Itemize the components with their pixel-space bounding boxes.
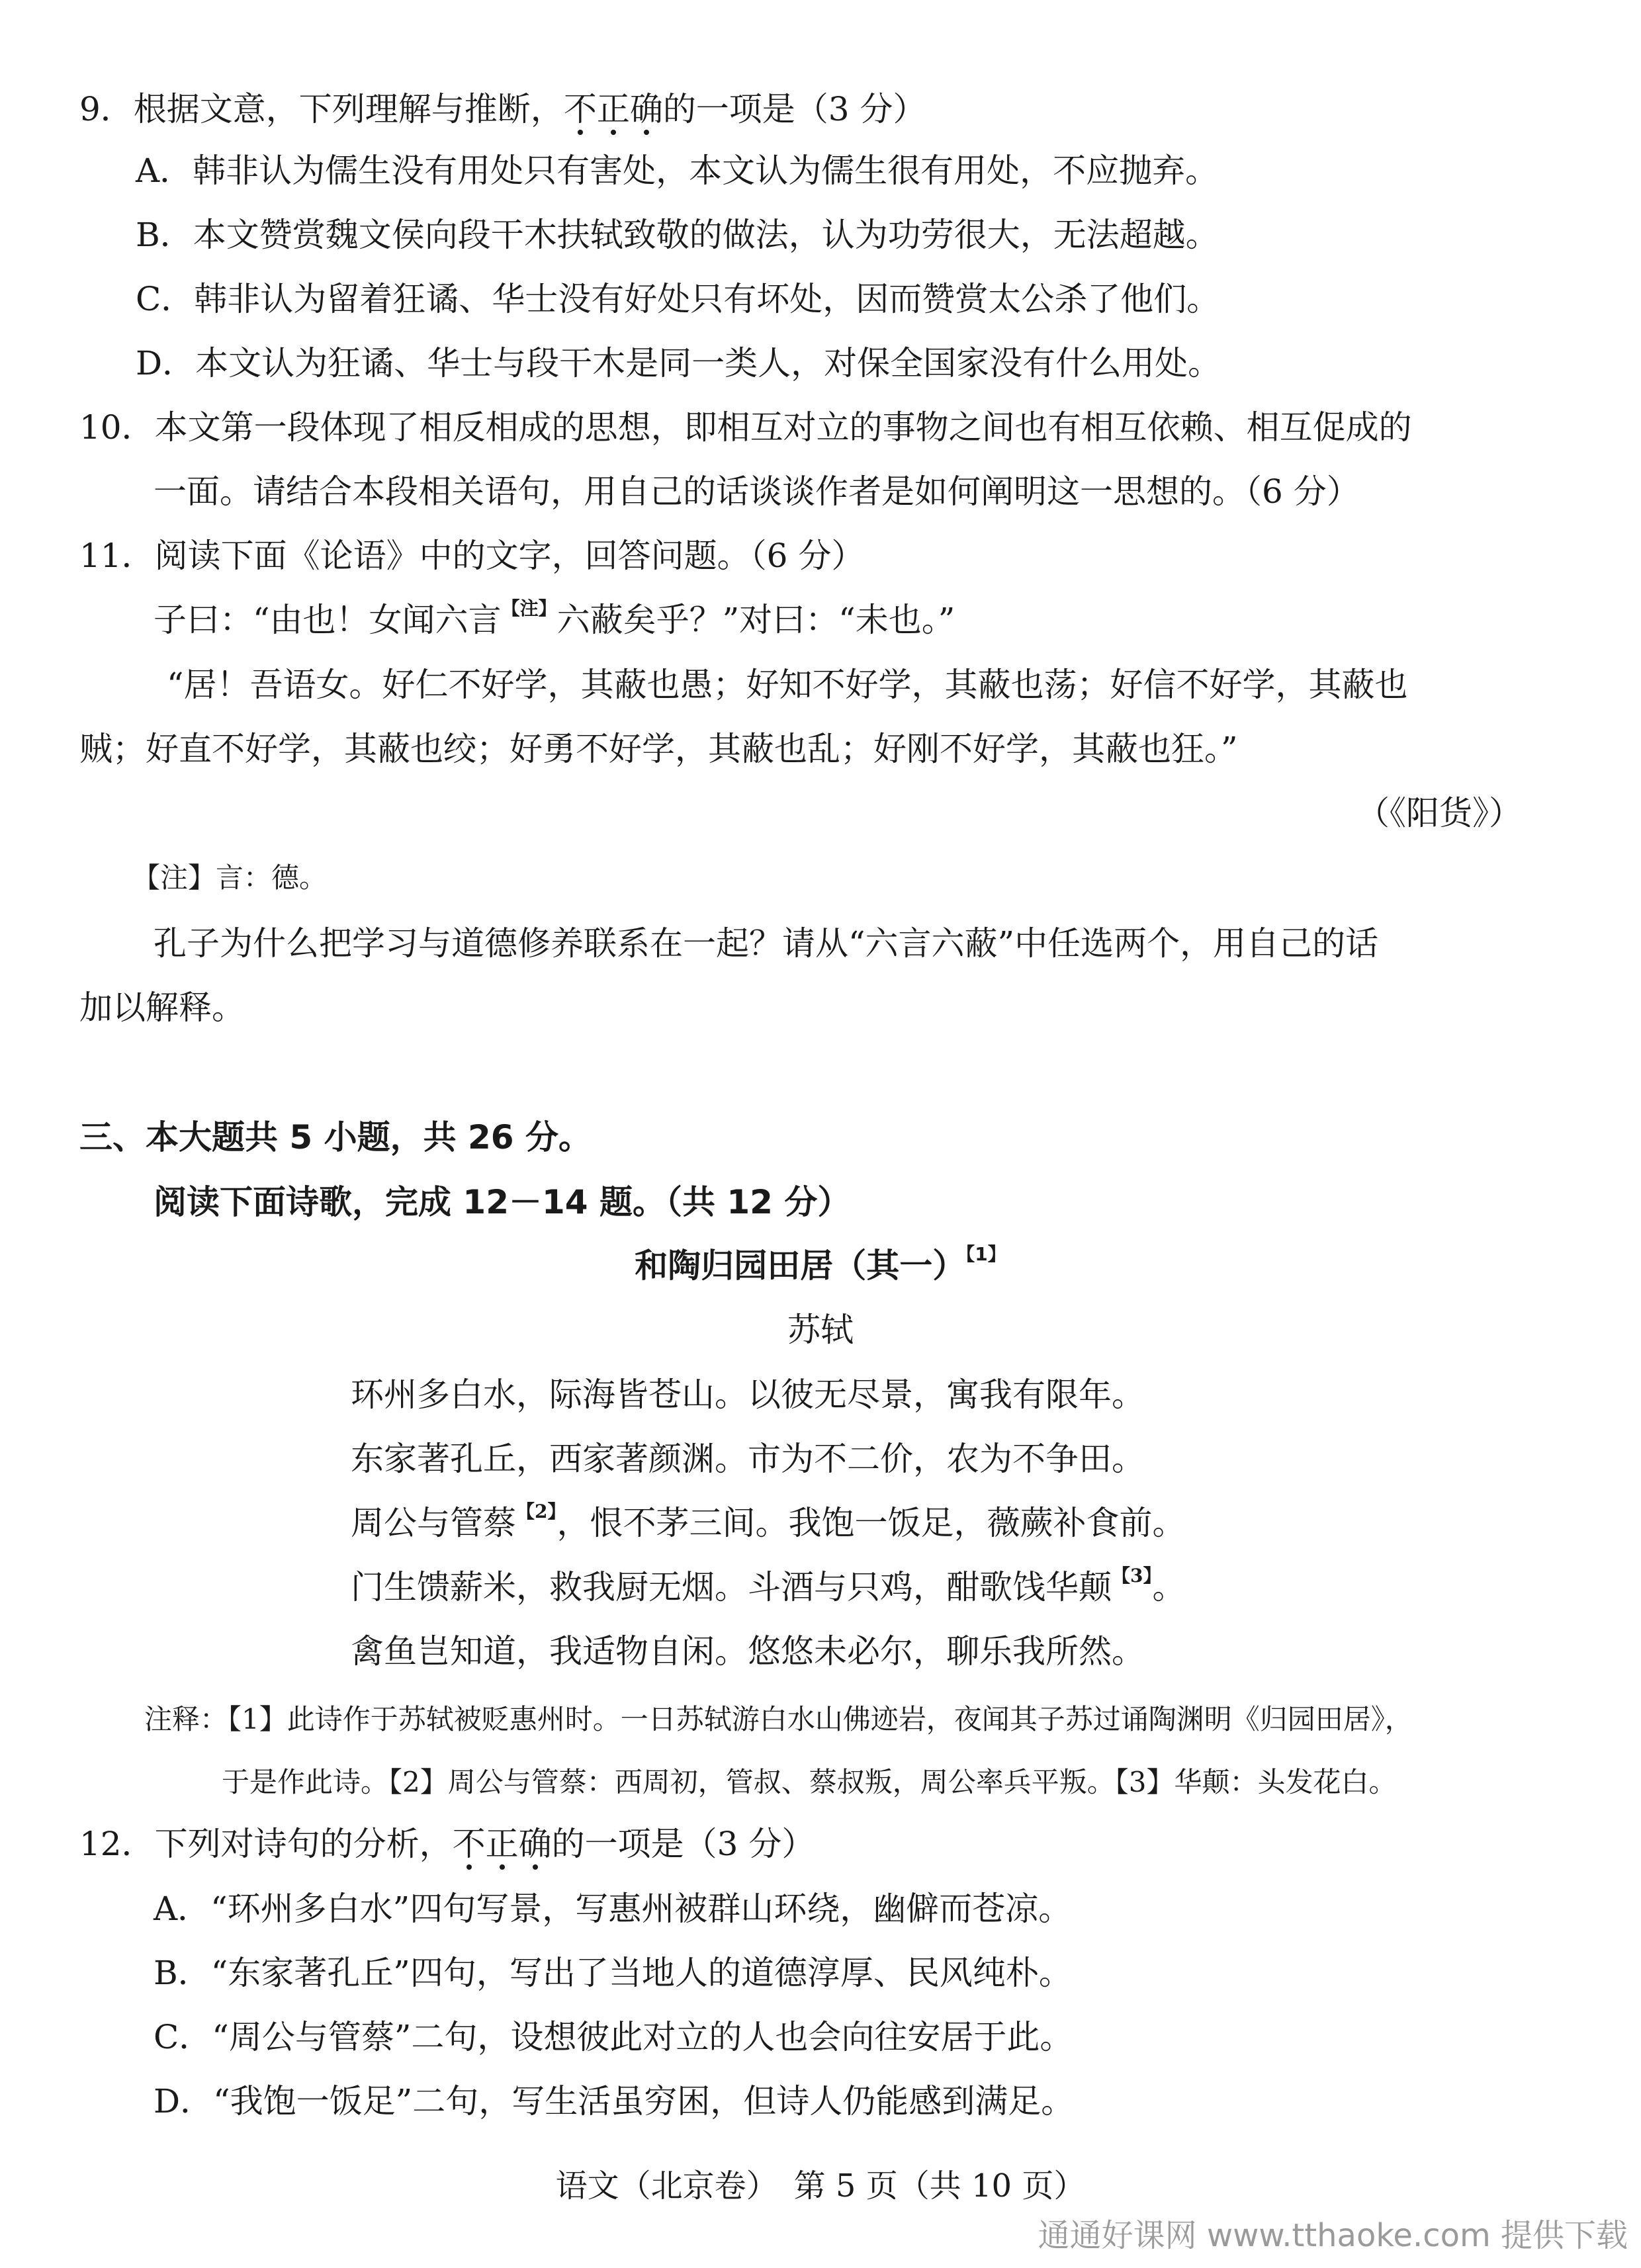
poem-line-text: 环州多白水，际海皆苍山。以彼无尽景，寓我有限年。 — [351, 1375, 1145, 1414]
emphasis-char: 不 — [563, 90, 597, 128]
footnote-marker: 【2】 — [516, 1501, 557, 1522]
q11-quote-line-1 — [154, 597, 955, 639]
q11-question-line-1: 孔子为什么把学习与道德修养联系在一起？请从“六言六蔽”中任选两个，用自己的话 — [154, 924, 1379, 963]
emphasis-char: 确 — [518, 1825, 552, 1863]
footnote-marker: 【注】 — [501, 597, 557, 619]
q12-stem — [79, 1825, 815, 1863]
emphasis-char: 确 — [629, 90, 663, 128]
q11-quote-line-2: “居！吾语女。好仁不好学，其蔽也愚；好知不好学，其蔽也荡；好信不好学，其蔽也 — [167, 666, 1408, 704]
poem-title-text: 和陶归园田居（其一） — [635, 1246, 966, 1285]
q12-stem-prefix: 12．下列对诗句的分析， — [79, 1825, 453, 1863]
poem-line-text: 禽鱼岂知道，我适物自闲。悠悠未必尔，聊乐我所然。 — [351, 1632, 1145, 1671]
q11-note: 【注】言：德。 — [132, 861, 328, 894]
poem-line-text: ，恨不茅三间。我饱一饭足，薇蕨补食前。 — [556, 1504, 1186, 1542]
q12-option-d: D．“我饱一饭足”二句，写生活虽穷困，但诗人仍能感到满足。 — [154, 2082, 1075, 2120]
q12-option-b: B．“东家著孔丘”四句，写出了当地人的道德淳厚、民风纯朴。 — [154, 1954, 1072, 1992]
section-3-instruction: 阅读下面诗歌，完成 12－14 题。（共 12 分） — [154, 1183, 851, 1221]
poem-line-3 — [351, 1501, 1186, 1542]
poem-title — [0, 1243, 1641, 1285]
q12-option-a: A．“环州多白水”四句写景，写惠州被群山环绕，幽僻而苍凉。 — [154, 1890, 1072, 1928]
q11-stem: 11．阅读下面《论语》中的文字，回答问题。（6 分） — [79, 537, 865, 575]
poem-line-text: 东家著孔丘，西家著颜渊。市为不二价，农为不争田。 — [351, 1440, 1145, 1478]
q9-option-c: C．韩非认为留着狂谲、华士没有好处只有坏处，因而赞赏太公杀了他们。 — [136, 280, 1220, 318]
emphasis-char: 正 — [485, 1825, 519, 1863]
poem-line-2 — [351, 1440, 1145, 1478]
poem-notes-line-2: 于是作此诗。【2】周公与管蔡：西周初，管叔、蔡叔叛，周公率兵平叛。【3】华颠：头发花白。 — [222, 1766, 1397, 1798]
q10-line-2: 一面。请结合本段相关语句，用自己的话谈谈作者是如何阐明这一思想的。（6 分） — [154, 472, 1360, 511]
footnote-marker: 【3】 — [1112, 1565, 1153, 1587]
q11-source: （《阳货》） — [1356, 794, 1522, 832]
q9-option-a: A．韩非认为儒生没有用处只有害处，本文认为儒生很有用处，不应抛弃。 — [136, 152, 1219, 190]
quote-text: 子曰：“由也！女闻六言 — [154, 601, 502, 639]
poem-line-text: 门生馈薪米，救我厨无烟。斗酒与只鸡，酣歌饯华颠 — [351, 1568, 1112, 1606]
poem-line-text: 。 — [1152, 1568, 1186, 1606]
q11-question-line-2: 加以解释。 — [79, 988, 245, 1027]
page-footer: 语文（北京卷） 第 5 页（共 10 页） — [555, 2167, 1086, 2204]
q12-stem-suffix: 的一项是（3 分） — [551, 1825, 815, 1863]
q10-line-1: 10．本文第一段体现了相反相成的思想，即相互对立的事物之间也有相互依赖、相互促成的 — [79, 408, 1412, 447]
poem-notes-line-1: 注释：【1】此诗作于苏轼被贬惠州时。一日苏轼游白水山佛迹岩，夜闻其子苏过诵陶渊明《归园田居》， — [144, 1703, 1413, 1735]
q9-stem-suffix: 的一项是（3 分） — [662, 90, 926, 128]
poem-author: 苏轼 — [787, 1311, 854, 1349]
q9-stem-prefix: 9．根据文意，下列理解与推断， — [79, 90, 564, 128]
emphasis-char: 不 — [452, 1825, 486, 1863]
q9-option-b: B．本文赞赏魏文侯向段干木扶轼致敬的做法，认为功劳很大，无法超越。 — [136, 216, 1219, 254]
poem-line-5 — [351, 1632, 1145, 1671]
q9-option-d: D．本文认为狂谲、华士与段干木是同一类人，对保全国家没有什么用处。 — [136, 344, 1221, 382]
q12-option-c: C．“周公与管蔡”二句，设想彼此对立的人也会向往安居于此。 — [154, 2018, 1073, 2056]
q9-stem — [79, 90, 926, 128]
footnote-marker: 【1】 — [965, 1243, 1006, 1265]
watermark: 通通好课网 www.tthaoke.com 提供下载 — [1038, 2217, 1628, 2254]
poem-line-text: 周公与管蔡 — [351, 1504, 516, 1542]
poem-line-1 — [351, 1375, 1145, 1414]
section-3-heading: 三、本大题共 5 小题，共 26 分。 — [79, 1118, 592, 1156]
quote-text: 六蔽矣乎？”对曰：“未也。” — [556, 601, 955, 639]
poem-line-4 — [351, 1565, 1186, 1606]
q11-quote-line-3: 贼；好直不好学，其蔽也绞；好勇不好学，其蔽也乱；好刚不好学，其蔽也狂。” — [79, 730, 1238, 768]
emphasis-char: 正 — [596, 90, 630, 128]
